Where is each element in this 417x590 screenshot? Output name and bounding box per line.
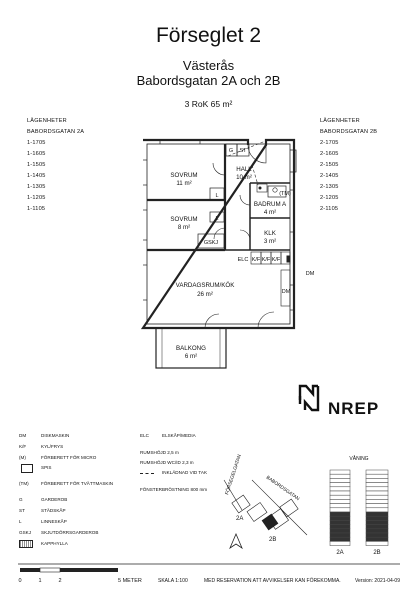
legend-code: (TM) (19, 481, 29, 486)
legend-code: L (19, 519, 22, 524)
street-address: Babordsgatan 2A och 2B (136, 73, 281, 88)
floor-block (366, 491, 388, 495)
floor-block (366, 504, 388, 508)
list-item: 1-1305 (27, 184, 46, 190)
floor-block (330, 504, 350, 508)
floor-block (330, 487, 350, 491)
floor-block (366, 541, 388, 545)
site-label-2a: 2A (236, 516, 244, 522)
legend-code: (M) (19, 455, 26, 460)
elc-label: ELC (237, 257, 249, 263)
room-hall-area: 10 m² (236, 174, 252, 181)
room-sovrum-1: SOVRUM (170, 172, 198, 179)
floor-block (330, 533, 350, 537)
room-klk-area: 3 m² (263, 238, 277, 245)
room-badrum-area: 4 m² (263, 209, 277, 216)
floor-block (366, 508, 388, 512)
legend-text: STÄDSKÅP (41, 508, 66, 513)
floor-block (366, 478, 388, 482)
floor-block (366, 533, 388, 537)
legend-code: DM (19, 433, 27, 438)
floor-block (330, 537, 350, 541)
scale-tick-1: 1 (38, 578, 42, 584)
scale-tick-2: 2 (58, 578, 62, 584)
fridge-kf-3: K/F (271, 257, 281, 263)
room-badrum: BADRUM A (253, 201, 287, 208)
floor-block (330, 491, 350, 495)
floor-block (366, 483, 388, 487)
room-vardagsrum: VARDAGSRUM/KÖK (175, 282, 235, 289)
room-hall: HALL (236, 166, 252, 173)
floors-diagram (326, 466, 396, 558)
nrep-logo (300, 386, 379, 418)
legend-code: G (19, 497, 23, 502)
floor-block (366, 537, 388, 541)
washer-tm: (TM) (279, 191, 291, 197)
site-label-2b: 2B (269, 537, 277, 543)
legend-text: INKLÄDNAD VID TAK (162, 470, 208, 475)
list-item: 1-1405 (27, 173, 46, 179)
logo-text: NREP (328, 399, 380, 418)
list-heading: BABORDSGATAN 2A (27, 129, 85, 135)
room-vardagsrum-area: 26 m² (197, 291, 213, 298)
room-balkong-area: 6 m² (184, 353, 198, 360)
list-item: 1-1505 (27, 162, 46, 168)
disclaimer: MED RESERVATION ATT AVVIKELSER KAN FÖREKOMMA. (204, 578, 341, 584)
footer-scale (18, 562, 408, 588)
list-heading: LÄGENHETER (27, 118, 67, 124)
floors-label-2b: 2B (373, 550, 381, 556)
list-item: 2-1705 (320, 140, 339, 146)
closet-st: ST (239, 148, 247, 154)
floor-block (330, 495, 350, 499)
legend-text: RUMSHÖJD WC/ID 2,3 m (140, 460, 194, 465)
list-item: 1-1705 (27, 140, 46, 146)
dishwasher-dm-inside: DM (281, 289, 291, 295)
closet-gskj: GSKJ (203, 240, 219, 246)
list-item: 1-1105 (27, 206, 46, 212)
closet-l-1: L (215, 193, 219, 199)
dashed-line-icon (140, 473, 154, 474)
floor-block (366, 487, 388, 491)
floor-block (330, 529, 350, 533)
street-forsegelgatan: FÖRSEGELGATAN (225, 454, 243, 496)
floors-label-2a: 2A (336, 550, 344, 556)
floor-block (330, 525, 350, 529)
closet-g: G (228, 148, 234, 154)
floor-block (330, 499, 350, 503)
coat-rack-icon (19, 540, 33, 548)
floor-block (366, 495, 388, 499)
list-heading: LÄGENHETER (320, 118, 360, 124)
room-sovrum-1-area: 11 m² (176, 180, 192, 187)
legend-text: KYL/FRYS (41, 444, 64, 449)
list-item: 1-1605 (27, 151, 46, 157)
dishwasher-dm-outside: DM (305, 271, 315, 277)
floor-block (330, 512, 350, 516)
legend-text: DISKMASKIN (41, 433, 70, 438)
floor-block (330, 478, 350, 482)
list-item: 2-1205 (320, 195, 339, 201)
floor-block (366, 474, 388, 478)
fridge-kf-2: K/F (261, 257, 271, 263)
floor-block (366, 512, 388, 516)
floor-block (366, 520, 388, 524)
floor-block (330, 508, 350, 512)
floor-block (330, 520, 350, 524)
legend-text: RUMSHÖJD 2,5 m (140, 450, 179, 455)
legend-text: LINNESKÅP (41, 519, 67, 524)
legend-text: SPIS (41, 465, 52, 470)
room-balkong: BALKONG (176, 345, 206, 352)
stove-icon (21, 464, 33, 473)
version: Version: 2021-04-09 (354, 578, 400, 584)
legend-code: K/F (19, 444, 27, 449)
list-item: 2-1605 (320, 151, 339, 157)
scale-unit: 5 METER (118, 578, 142, 584)
scale-ratio: SKALA 1:100 (158, 578, 188, 584)
city-name: Västerås (182, 58, 235, 73)
room-klk: KLK (264, 230, 276, 237)
room-sovrum-2-area: 8 m² (177, 224, 191, 231)
legend-code: ELC (140, 433, 149, 438)
floor-block (330, 541, 350, 545)
legend-left (19, 433, 139, 558)
list-item: 2-1505 (320, 162, 339, 168)
legend-code: ST (19, 508, 25, 513)
legend-text: FÖRBERETT FÖR TVÄTTMASKIN (41, 481, 114, 486)
street-babordsgatan: BABORDSGATAN (264, 475, 300, 503)
legend-text: KAPPHYLLA (41, 541, 68, 546)
list-item: 2-1305 (320, 184, 339, 190)
scale-tick-0: 0 (18, 578, 22, 584)
fridge-kf-1: K/F (251, 257, 261, 263)
closet-l-2: L (215, 216, 219, 222)
floor-block (366, 470, 388, 474)
legend-text: GARDEROB (41, 497, 68, 502)
legend-text: FÖRBERETT FÖR MICRO (41, 455, 97, 460)
floor-block (366, 516, 388, 520)
floor-block (330, 483, 350, 487)
apartment-size: 3 RoK 65 m² (184, 99, 233, 109)
floor-block (330, 474, 350, 478)
page-title: Förseglet 2 (155, 24, 262, 47)
list-item: 1-1205 (27, 195, 46, 201)
legend-text: FÖNSTERBRÖSTNING 800 mm (140, 487, 208, 492)
floor-block (330, 516, 350, 520)
floor-block (366, 499, 388, 503)
north-arrow-icon (228, 533, 244, 551)
room-sovrum-2: SOVRUM (170, 216, 198, 223)
list-item: 2-1405 (320, 173, 339, 179)
floor-block (366, 529, 388, 533)
floor-block (366, 525, 388, 529)
list-item: 2-1105 (320, 206, 339, 212)
legend-code: GSKJ (19, 530, 31, 535)
floors-title: VÅNING (349, 456, 369, 462)
floor-block (330, 470, 350, 474)
legend-text: ELSKÅP/MEDIA (162, 433, 196, 438)
legend-text: SKJUTDÖRRSGARDEROB (41, 530, 99, 535)
list-heading: BABORDSGATAN 2B (320, 129, 378, 135)
